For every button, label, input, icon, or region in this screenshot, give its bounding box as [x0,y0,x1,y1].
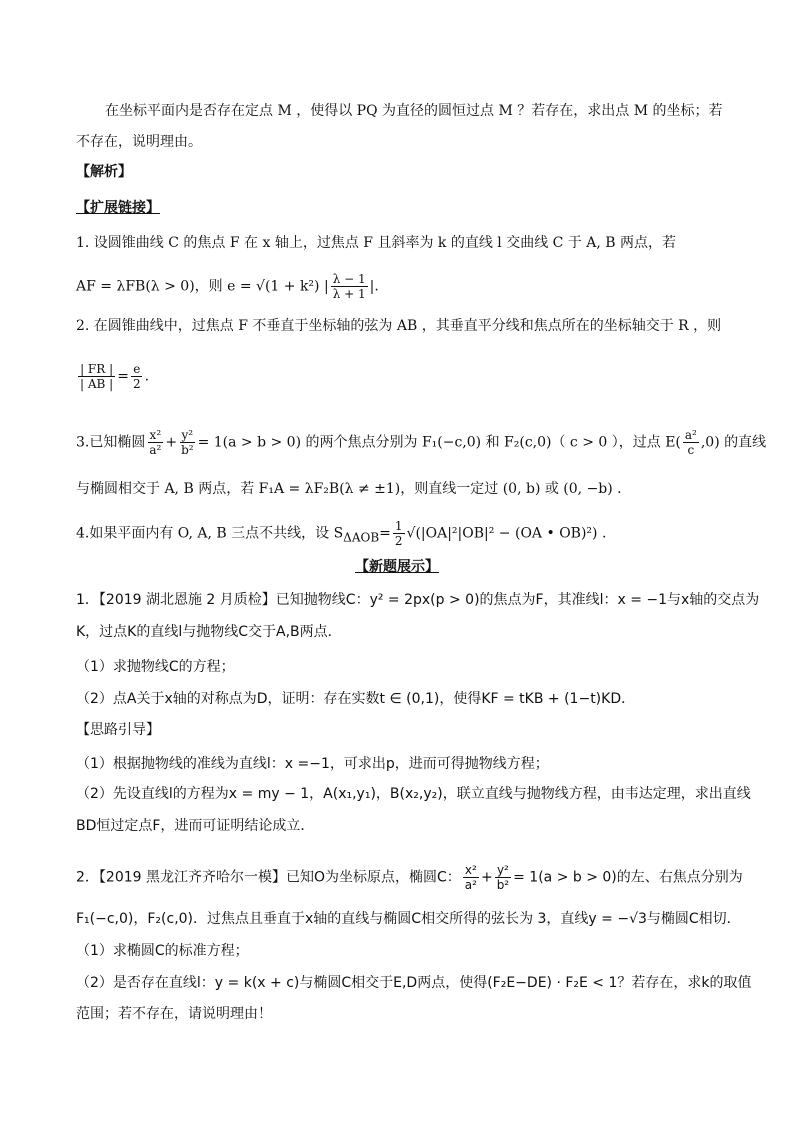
fraction-denominator: a² [149,443,162,457]
ext-item-4-text-a: 4.如果平面内有 O, A, B 三点不共线，设 S [76,525,344,542]
problem-text-line-1: 在坐标平面内是否存在定点 M ，使得以 PQ 为直径的圆恒过点 M ？若存在，求出点 M 的坐标；若 [105,103,723,119]
fraction-numerator: x² [464,863,477,877]
fraction-numerator: x² [149,428,162,442]
hint-line-3: BD恒过定点F，进而可证明结论成立． [76,818,315,834]
question-2-text-b: = 1(a > b > 0)的左、右焦点分别为 [513,869,743,886]
ext-item-2-fraction-2 [131,362,143,391]
ext-item-3-text-a: 3.已知椭圆 [76,434,146,451]
ext-item-4-line [76,519,606,548]
fraction-denominator: 2 [394,534,403,548]
hint-line-1: （1）根据抛物线的准线为直线l：x =−1，可求出p，进而可得抛物线方程； [76,756,549,772]
question-2-fraction-y [495,863,511,892]
plus-sign: + [480,869,493,886]
ext-item-3-fraction-y [179,428,196,457]
fraction-numerator: y² [181,428,194,442]
question-2-part-2: （2）是否存在直线l：y = k(x + c)与椭圆C相交于E,D两点，使得(F₂E−DE) · F₂E < 1？若存在，求k的取值 [76,975,752,991]
question-2-part-1: （1）求椭圆C的标准方程； [76,943,249,959]
section-jiexi-heading: 【解析】 [76,164,132,180]
fraction-denominator: b² [181,443,194,457]
question-2-part-2-cont: 范围；若不存在，请说明理由！ [76,1006,272,1022]
section-silu-heading: 【思路引导】 [76,722,160,738]
fraction-denominator: b² [496,878,510,892]
ext-item-3-line-1 [76,428,766,457]
fraction-denominator: a² [464,878,477,892]
fraction-denominator: | AB | [80,377,114,391]
ext-item-4-fraction [393,519,405,548]
ext-item-1-formula-a: AF = λFB(λ > 0)，则 e = √(1 + k²) | [76,278,329,295]
question-2-line-2: F₁(−c,0)，F₂(c,0)．过焦点且垂直于x轴的直线与椭圆C相交所得的弦长为 3，直线y = −√3与椭圆C相切． [76,911,741,927]
ext-item-4-subscript: ΔAOB [343,530,380,545]
fraction-numerator: a² [684,428,697,442]
ext-item-3-text-c: ,0) 的直线 [700,434,767,451]
ext-item-3-fraction-e [683,428,699,457]
ext-item-3-line-2: 与椭圆相交于 A, B 两点，若 F₁A = λF₂B(λ ≠ ±1)，则直线一定过 (0, b) 或 (0, −b) . [76,481,622,497]
ext-item-1-formula [76,272,379,301]
ext-item-1-fraction [331,272,368,301]
question-1-part-1: （1）求抛物线C的方程； [76,659,235,675]
ext-item-2-formula [76,362,149,391]
fraction-numerator: 1 [394,519,403,533]
fraction-numerator: e [133,362,141,376]
question-1-line-1: 1．【2019 湖北恩施 2 月质检】已知抛物线C：y² = 2px(p > 0)的焦点为F，其准线l：x = −1与x轴的交点为 [76,592,760,608]
ext-item-3-text-b: = 1(a > b > 0) 的两个焦点分别为 F₁(−c,0) 和 F₂(c,0)（ c > 0 ），过点 E( [197,434,681,451]
section-xinti-heading: 【新题展示】 [355,559,439,575]
plus-sign: + [165,434,178,451]
fraction-denominator: λ + 1 [332,287,366,301]
period: . [144,368,150,385]
question-1-part-2: （2）点A关于x轴的对称点为D，证明：存在实数t ∈ (0,1)，使得KF = tKB + (1−t)KD． [76,691,636,707]
question-2-line-1 [76,863,743,892]
fraction-numerator: y² [496,863,509,877]
equals-sign: = [379,525,391,542]
ext-item-3-fraction-x [147,428,163,457]
ext-item-2-fraction-1 [78,362,115,391]
equals-sign: = [117,368,129,385]
ext-item-1-formula-b: |. [369,278,379,295]
fraction-numerator: λ − 1 [332,272,366,286]
ext-item-2-line-1: 2. 在圆锥曲线中，过焦点 F 不垂直于坐标轴的弦为 AB ，其垂直平分线和焦点所在的坐标轴交于 R ，则 [76,318,722,334]
fraction-denominator: c [687,443,695,457]
question-2-text-a: 2．【2019 黑龙江齐齐哈尔一模】已知O为坐标原点，椭圆C： [76,869,461,886]
hint-line-2: （2）先设直线l的方程为x = my − 1，A(x₁,y₁)，B(x₂,y₂)，联立直线与抛物线方程，由韦达定理，求出直线 [76,786,751,802]
ext-item-4-text-c: √(|OA|²|OB|² − (OA • OB)²) . [406,525,607,542]
fraction-numerator: | FR | [80,362,114,376]
ext-item-1-line-1: 1. 设圆锥曲线 C 的焦点 F 在 x 轴上，过焦点 F 且斜率为 k 的直线 l 交曲线 C 于 A, B 两点，若 [76,235,677,251]
question-2-fraction-x [463,863,479,892]
fraction-denominator: 2 [132,377,141,391]
question-1-line-2: K，过点K的直线l与抛物线C交于A,B两点． [76,624,342,640]
section-kuozhan-heading: 【扩展链接】 [76,200,160,216]
problem-text-line-2: 不存在，说明理由。 [76,134,202,150]
